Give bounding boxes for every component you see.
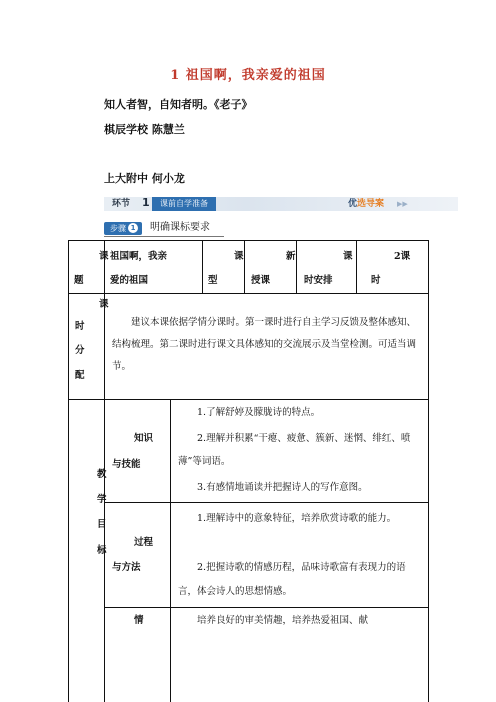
goal-knowledge-item-2: 2.理解并积累“干瘪、疲惫、簇新、迷惘、绯红、喷薄”等词语。 xyxy=(178,433,411,467)
schedule-value-bottom: 时 xyxy=(371,275,381,286)
course-title-line-2: 爱的祖国 xyxy=(110,275,149,286)
course-type-value-bottom: 授课 xyxy=(251,275,271,286)
goal-knowledge-label-top: 知识 xyxy=(134,433,154,444)
author-line-1: 棋辰学校 陈慧兰 xyxy=(104,123,185,136)
goal-process-label-bottom: 与方法 xyxy=(112,562,141,573)
banner-right-title xyxy=(348,197,384,211)
banner-right-plain: 优 xyxy=(348,199,358,209)
goals-side-char-1: 教 xyxy=(97,469,107,480)
step-underline xyxy=(104,236,224,237)
goal-knowledge-label-bottom: 与技能 xyxy=(112,459,141,470)
period-allocation-text: 建议本课依据学情分课时。第一课时进行自主学习反馈及整体感知、结构梳理。第二课时进行课文具体感知的交流展示及当堂检测。可适当调节。 xyxy=(112,317,417,372)
course-title-line-1: 祖国啊，我亲 xyxy=(110,251,168,262)
goals-side-char-2: 学 xyxy=(97,494,107,505)
period-label-c: 分 xyxy=(75,345,85,356)
period-label-b: 时 xyxy=(75,321,85,332)
course-type-label-top: 课 xyxy=(234,251,244,262)
goal-knowledge-item-3: 3.有感情地诵读并把握诗人的写作意图。 xyxy=(197,482,368,493)
step-badge-label: 步骤 xyxy=(110,224,126,233)
goal-process-item-1: 1.理解诗中的意象特征，培养欣赏诗歌的能力。 xyxy=(197,513,397,524)
goal-process-label-top: 过程 xyxy=(134,537,154,548)
period-label-a: 课 xyxy=(99,299,109,310)
course-type-value-top: 新 xyxy=(286,251,296,262)
author-line-2: 上大附中 何小龙 xyxy=(104,172,185,185)
banner-right-highlight: 选导案 xyxy=(357,199,385,209)
period-label-d: 配 xyxy=(75,370,85,381)
goal-knowledge-item-1: 1.了解舒婷及朦胧诗的特点。 xyxy=(197,407,321,418)
goal-emotion-label-top: 情 xyxy=(134,615,144,626)
banner-label: 环节 xyxy=(112,199,131,209)
banner-subtitle: 课前自学准备 xyxy=(152,197,216,211)
goal-emotion-item-1: 培养良好的审美情趣，培养热爱祖国、献 xyxy=(197,615,369,626)
schedule-value-top: 2课 xyxy=(394,251,411,262)
step-badge xyxy=(104,222,142,235)
course-title-label-bottom: 题 xyxy=(74,275,84,286)
lesson-title: 1 祖国啊，我亲爱的祖国 xyxy=(170,68,326,83)
goals-side-char-3: 目 xyxy=(97,519,107,530)
goals-side-char-4: 标 xyxy=(97,545,107,556)
step-title: 明确课标要求 xyxy=(150,222,210,233)
step-number: 1 xyxy=(128,223,138,233)
course-type-label-bottom: 型 xyxy=(208,275,218,286)
course-title-label-top: 课 xyxy=(99,251,109,262)
double-arrow-icon: ▶▶ xyxy=(397,200,408,208)
schedule-label-top: 课 xyxy=(343,251,353,262)
epigraph-quote: 知人者智，自知者明。《老子》 xyxy=(104,98,253,111)
goal-process-item-2: 2.把握诗歌的情感历程，品味诗歌富有表现力的语言，体会诗人的思想情感。 xyxy=(178,562,406,597)
banner-number: 1 xyxy=(142,196,150,209)
schedule-label-bottom: 时安排 xyxy=(304,275,333,286)
